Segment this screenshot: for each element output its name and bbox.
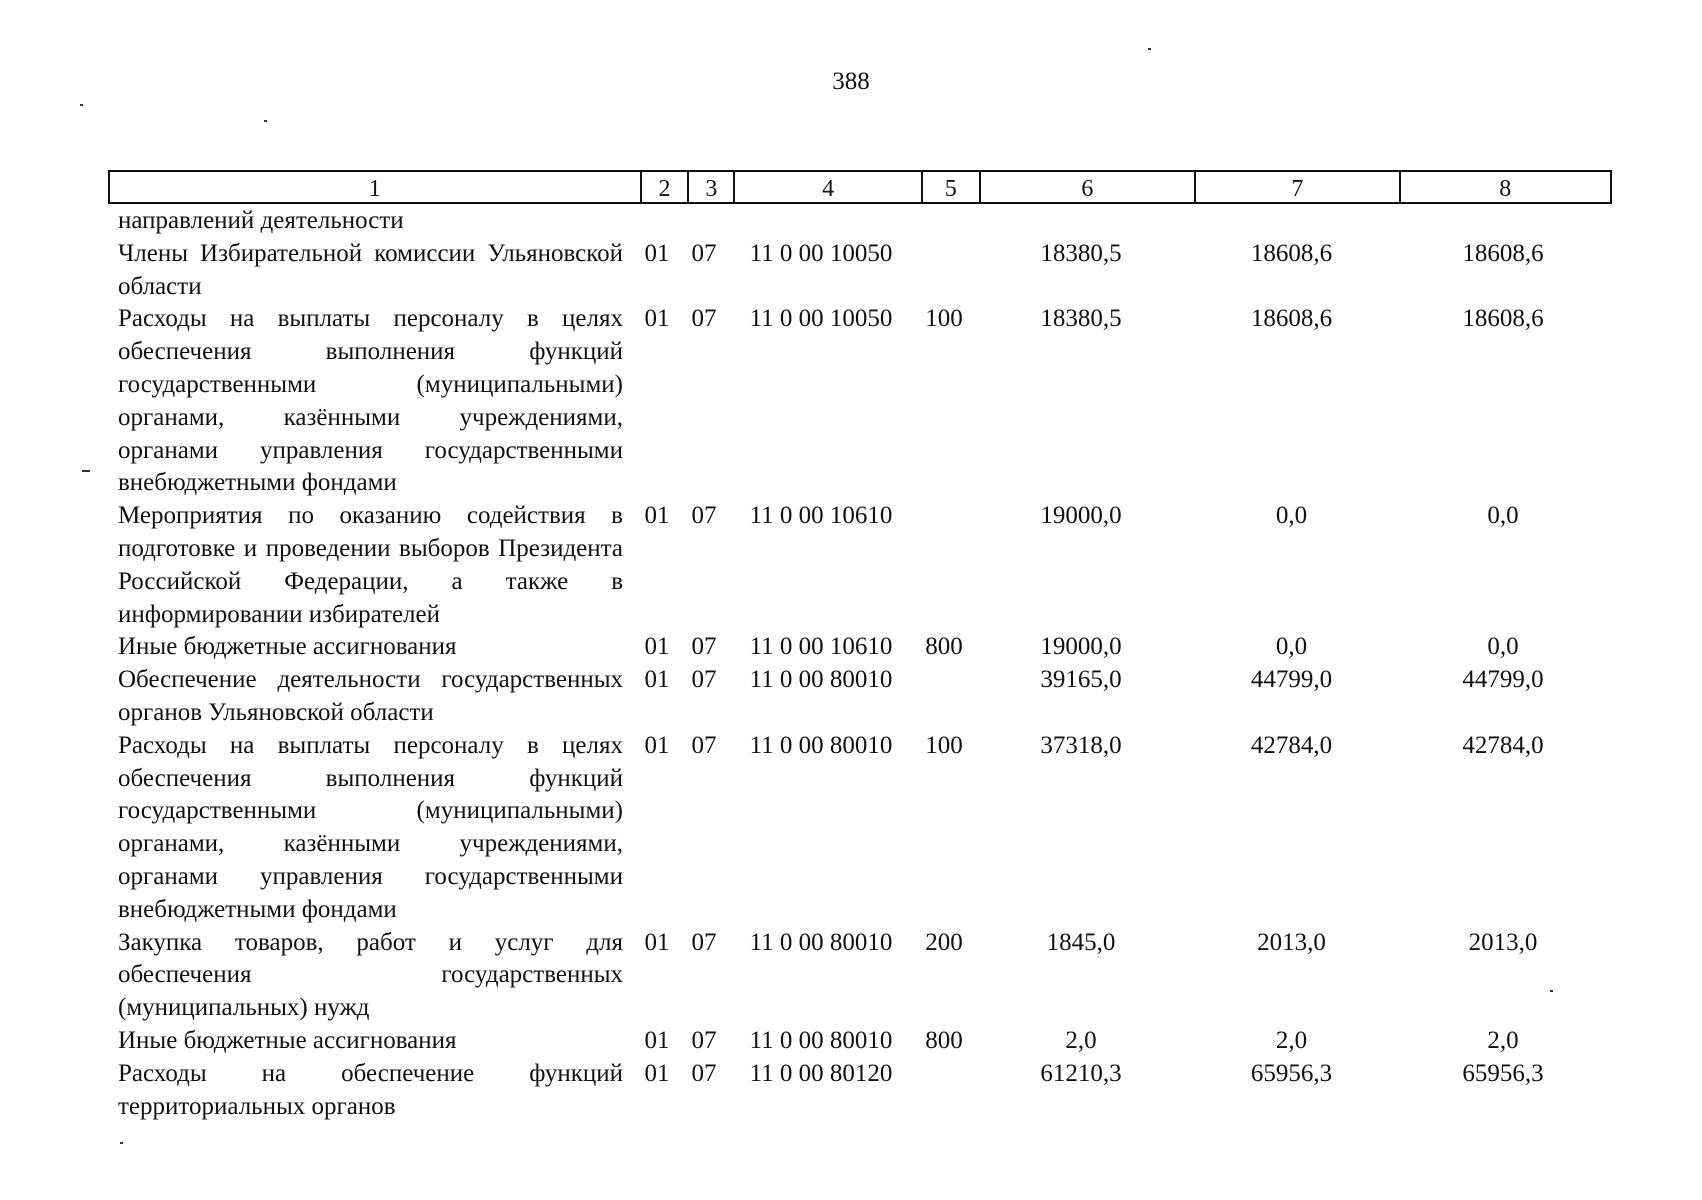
row-value-col7: 65956,3 [1250,1059,1333,1087]
table-row [108,205,1612,238]
row-value-col6: 18380,5 [1040,305,1122,333]
table-row [108,238,1612,304]
header-col-8: 8 [1499,176,1512,202]
row-value-col8: 42784,0 [1462,731,1544,759]
row-value-col8: 2,0 [1487,1026,1519,1054]
row-description: Расходы на обеспечение функций территориальных органов [118,1059,623,1120]
row-value-col8: 18608,6 [1462,239,1544,267]
scan-speck [82,470,90,472]
row-description: Закупка товаров, работ и услуг для обеспечения государственных (муниципальных) нужд [118,928,623,1022]
row-value-col6: 18380,5 [1040,239,1122,267]
header-col-7: 7 [1196,172,1400,202]
table-body [108,205,1612,1123]
row-value-col8 [1394,205,1612,238]
scan-speck [264,120,267,122]
row-target-article [727,205,915,238]
row-expense-type: 100 [925,731,963,759]
row-expense-type: 100 [925,305,963,333]
row-expense-type [915,664,973,730]
row-section: 01 [644,731,670,759]
row-value-col6 [973,205,1189,238]
row-value-col8: 18608,6 [1462,305,1544,333]
row-section: 01 [644,1059,670,1087]
row-description: Иные бюджетные ассигнования [118,1026,457,1054]
row-value-col7 [1189,205,1394,238]
row-subsection: 07 [691,502,717,530]
row-value-col8: 0,0 [1487,502,1519,530]
row-section: 01 [644,502,670,530]
row-value-col8: 44799,0 [1462,666,1544,694]
scan-speck [80,104,83,106]
table-row [108,730,1612,927]
header-col-4: 4 [735,172,923,202]
table-row [108,1058,1612,1124]
header-col-1: 1 [110,172,642,202]
row-target-article: 11 0 00 10050 [749,305,893,333]
header-col-2: 2 [642,172,690,202]
row-description: Расходы на выплаты персоналу в целях обеспечения выполнения функций государственными (муниципальными) органами, казёнными учреждениями, органами управления государственными внебюджетными фондами [118,305,623,497]
row-expense-type: 800 [925,633,963,661]
row-subsection: 07 [691,666,717,694]
row-target-article: 11 0 00 80010 [749,928,893,956]
row-section: 01 [644,1026,670,1054]
row-subsection: 07 [691,633,717,661]
row-target-article: 11 0 00 80010 [749,666,893,694]
row-description: Расходы на выплаты персоналу в целях обеспечения выполнения функций государственными (муниципальными) органами, казёнными учреждениями, органами управления государственными внебюджетными фондами [118,731,623,923]
row-target-article: 11 0 00 80010 [749,731,893,759]
row-expense-type [915,1058,973,1124]
row-value-col6: 19000,0 [1040,633,1122,661]
row-subsection [681,205,727,238]
row-value-col7: 42784,0 [1250,731,1333,759]
row-section: 01 [644,305,670,333]
header-col-3: 3 [689,172,735,202]
row-expense-type: 800 [925,1026,963,1054]
row-value-col7: 0,0 [1275,502,1308,530]
table-row [108,631,1612,664]
row-target-article: 11 0 00 10050 [749,239,893,267]
row-value-col6: 1845,0 [1046,928,1116,956]
table-row [108,1025,1612,1058]
row-section: 01 [644,633,670,661]
row-section: 01 [644,239,670,267]
row-value-col6: 39165,0 [1040,666,1122,694]
scan-speck [1148,48,1151,50]
header-col-6: 6 [981,172,1196,202]
table-row [108,664,1612,730]
row-subsection: 07 [691,239,717,267]
row-description: направлений деятельности [118,207,404,234]
row-value-col7: 18608,6 [1250,305,1333,333]
row-subsection: 07 [691,731,717,759]
row-description: Иные бюджетные ассигнования [118,633,457,661]
table-row [108,500,1612,631]
row-expense-type [915,205,973,238]
row-value-col8: 65956,3 [1462,1059,1544,1087]
table-row [108,303,1612,500]
row-description: Члены Избирательной комиссии Ульяновской области [118,239,623,300]
row-subsection: 07 [691,305,717,333]
row-value-col8: 0,0 [1487,633,1519,661]
page-number: 388 [832,68,870,95]
row-value-col8: 2013,0 [1468,928,1538,956]
row-value-col7: 44799,0 [1250,666,1333,694]
row-value-col6: 61210,3 [1040,1059,1122,1087]
row-target-article: 11 0 00 80120 [749,1059,893,1087]
row-value-col7: 2013,0 [1257,928,1326,956]
table-header [108,170,1612,204]
row-value-col7: 2,0 [1275,1026,1308,1054]
row-description: Мероприятия по оказанию содействия в подготовке и проведении выборов Президента Российской Федерации, а также в информировании избирателей [118,502,623,628]
row-section [633,205,681,238]
row-expense-type [915,238,973,304]
row-expense-type: 200 [925,928,963,956]
row-section: 01 [644,928,670,956]
row-subsection: 07 [691,1026,717,1054]
row-target-article: 11 0 00 10610 [749,633,893,661]
row-description: Обеспечение деятельности государственных органов Ульяновской области [118,666,623,726]
row-value-col6: 37318,0 [1040,731,1122,759]
scan-speck [120,1142,123,1144]
row-value-col6: 2,0 [1065,1026,1097,1054]
table-row [108,927,1612,1025]
row-value-col7: 18608,6 [1250,239,1333,267]
row-target-article: 11 0 00 80010 [749,1026,893,1054]
header-col-5: 5 [923,172,981,202]
row-section: 01 [644,666,670,694]
row-subsection: 07 [691,928,717,956]
row-subsection: 07 [691,1059,717,1087]
row-expense-type [915,500,973,631]
row-value-col7: 0,0 [1275,633,1308,661]
row-value-col6: 19000,0 [1040,502,1122,530]
row-target-article: 11 0 00 10610 [749,502,893,530]
